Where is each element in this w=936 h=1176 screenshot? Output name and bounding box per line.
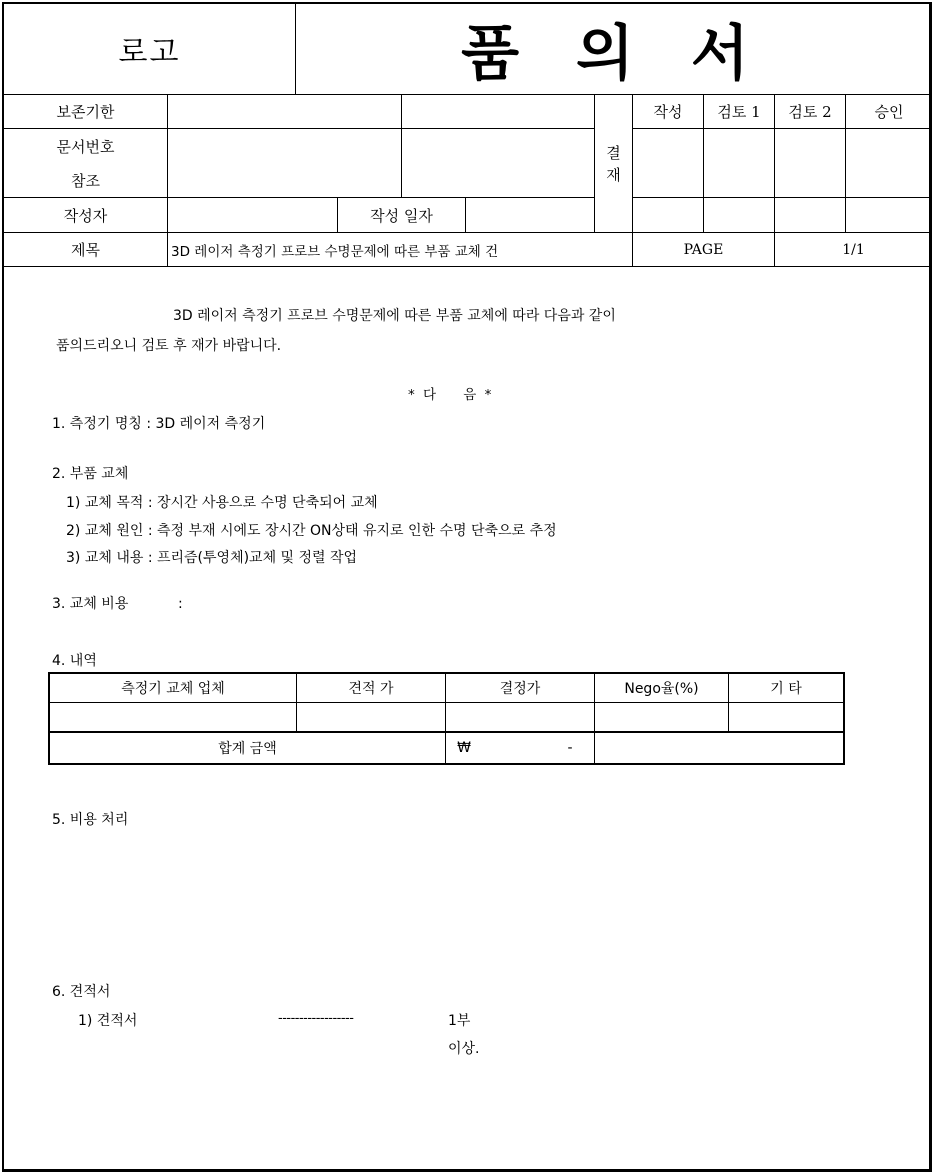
subject-value: 3D 레이저 측정기 프로브 수명문제에 따른 부품 교체 건 <box>171 243 499 260</box>
document-header <box>4 4 929 267</box>
table-header-quote: 견적 가 <box>348 681 394 697</box>
approval-label-char-1: 결 <box>606 143 621 162</box>
section-2-item-1: 1) 교체 목적 : 장시간 사용으로 수명 단축되어 교체 <box>66 495 378 511</box>
table-total-label: 합계 금액 <box>218 741 277 757</box>
approval-label <box>595 95 632 232</box>
doc-number-label: 문서번호 <box>56 137 115 156</box>
retention-label: 보존기한 <box>56 103 115 121</box>
retention-field[interactable] <box>168 95 401 128</box>
section-3: 3. 교체 비용 <box>52 596 129 612</box>
table-total-currency: ₩ <box>457 740 471 756</box>
retention-extra-field[interactable] <box>402 95 594 128</box>
section-2-item-3: 3) 교체 내용 : 프리즘(투영체)교체 및 정렬 작업 <box>66 550 358 566</box>
cost-table <box>48 672 845 765</box>
section-2-item-2: 2) 교체 원인 : 측정 부재 시에도 장시간 ON상태 유지로 인한 수명 단축으로 추정 <box>66 523 557 539</box>
author-label: 작성자 <box>63 206 108 225</box>
approval-col-approve: 승인 <box>874 103 904 121</box>
intro-line-1: 3D 레이저 측정기 프로브 수명문제에 따른 부품 교체에 따라 다음과 같이 <box>173 308 616 324</box>
section-6: 6. 견적서 <box>52 984 111 1000</box>
closing-text: 이상. <box>448 1041 480 1057</box>
section-2: 2. 부품 교체 <box>52 466 129 482</box>
approval-label-char-2: 재 <box>606 165 621 184</box>
table-total-dash: - <box>567 740 573 756</box>
section-6-dashes: ------------------ <box>278 1011 354 1026</box>
author-field[interactable] <box>168 198 337 232</box>
approval-col-author: 작성 <box>653 103 683 121</box>
date-field[interactable] <box>466 198 594 232</box>
approval-col-review-1: 검토 1 <box>717 103 761 121</box>
logo-placeholder: 로고 <box>118 35 181 70</box>
table-header-decided: 결정가 <box>499 681 541 697</box>
subject-label: 제목 <box>71 241 100 259</box>
section-6-count: 1부 <box>448 1013 471 1029</box>
page-value: 1/1 <box>842 241 865 258</box>
date-label: 작성 일자 <box>370 206 433 225</box>
section-1: 1. 측정기 명칭 : 3D 레이저 측정기 <box>52 416 266 432</box>
table-header-etc: 기 타 <box>770 681 802 697</box>
table-header-vendor: 측정기 교체 업체 <box>121 681 225 697</box>
page-label: PAGE <box>683 241 724 258</box>
approval-col-review-2: 검토 2 <box>788 103 832 121</box>
document-page <box>2 2 932 1172</box>
doc-reference-field[interactable] <box>168 129 401 197</box>
section-5: 5. 비용 처리 <box>52 812 129 828</box>
table-header-nego: Nego율(%) <box>624 681 699 697</box>
section-3-colon: : <box>178 596 183 612</box>
document-title: 품 의 서 <box>461 19 767 89</box>
intro-line-2: 품의드리오니 검토 후 재가 바랍니다. <box>56 338 282 354</box>
section-6-item: 1) 견적서 <box>78 1013 138 1029</box>
section-4: 4. 내역 <box>52 653 97 669</box>
reference-label: 참조 <box>71 172 100 190</box>
next-marker: * 다 음 * <box>408 387 494 403</box>
